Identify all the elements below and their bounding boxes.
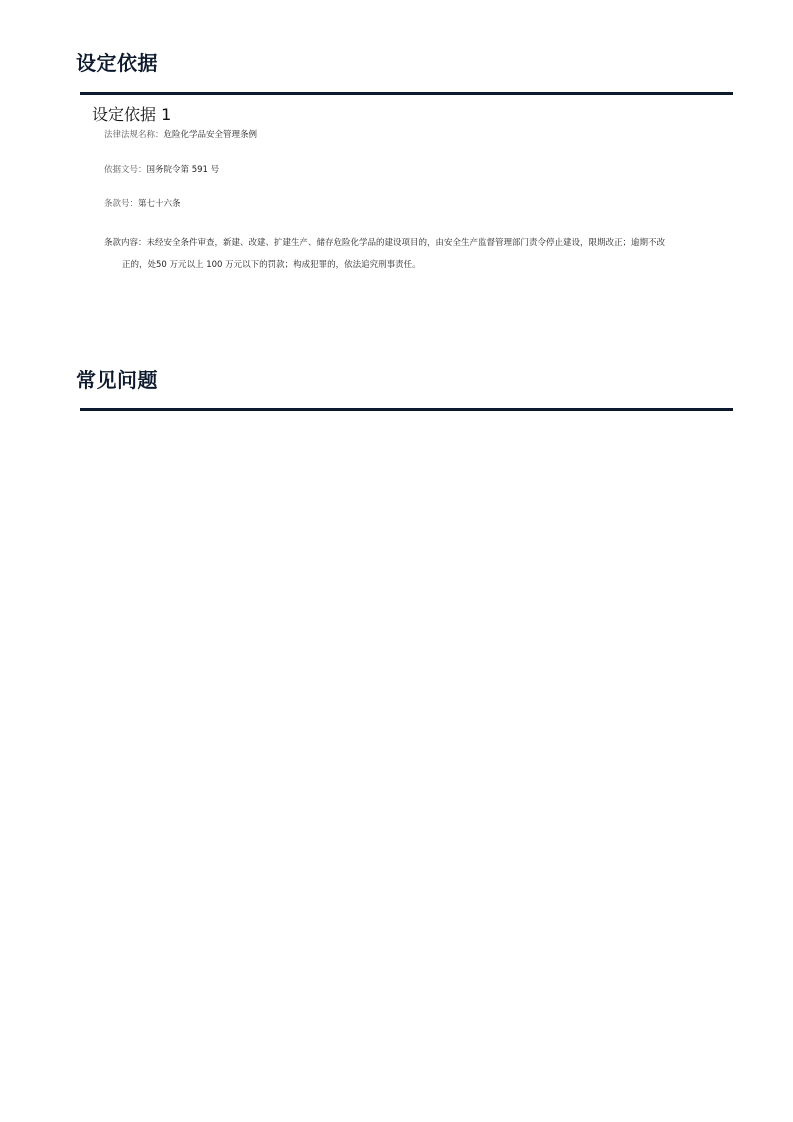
basis-heading: 设定依据 1 [92, 105, 172, 124]
law-name-field [104, 129, 704, 141]
document-no-value: 国务院令第 591 号 [146, 165, 220, 175]
article-content-line-2: 正的，处50 万元以上 100 万元以下的罚款；构成犯罪的，依法追究刑事责任。 [122, 260, 421, 270]
document-no-field [104, 164, 704, 176]
section-divider [80, 92, 733, 95]
article-content-line-1 [104, 232, 694, 254]
law-name-value: 危险化学品安全管理条例 [163, 130, 258, 140]
article-no-field [104, 198, 704, 210]
article-no-value: 第七十六条 [138, 199, 181, 209]
law-name-label: 法律法规名称： [104, 130, 164, 140]
article-content-label: 条款内容： [104, 238, 147, 248]
document-no-label: 依据文号： [104, 165, 147, 175]
section-divider [80, 408, 733, 411]
article-content-field [104, 232, 694, 276]
section-title-basis: 设定依据 [76, 51, 158, 75]
article-content-text-1: 未经安全条件审查，新建、改建、扩建生产、储存危险化学品的建设项目的，由安全生产监督管理部门责令停止建设，限期改正；逾期不改 [146, 238, 666, 248]
article-no-label: 条款号： [104, 199, 139, 209]
section-title-faq: 常见问题 [76, 368, 158, 392]
